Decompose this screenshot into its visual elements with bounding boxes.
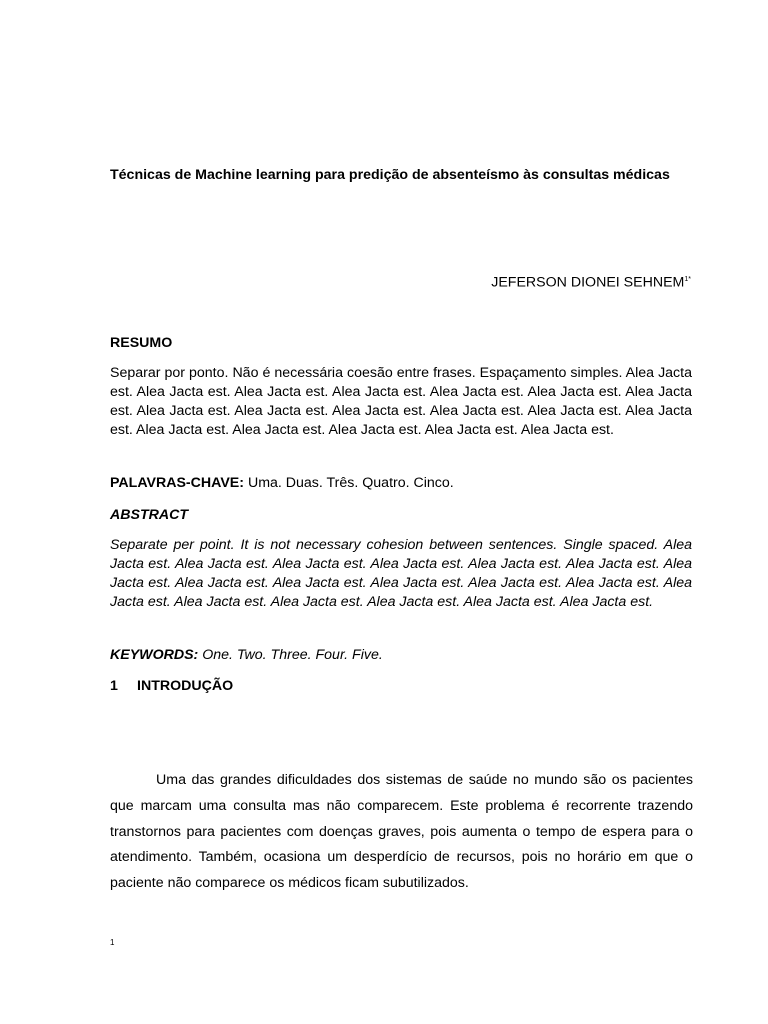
section-title: INTRODUÇÃO [137,678,234,694]
footnote-marker: 1 [110,938,115,947]
palavras-chave-value: Uma. Duas. Três. Quatro. Cinco. [244,475,454,491]
introduction-paragraph: Uma das grandes dificuldades dos sistemas de saúde no mundo são os pacientes que marcam uma consulta mas não comparecem. Este problema é recorrente trazendo transtornos para pacientes com doenças graves, pois aumenta o tempo de espera para o atendimento. Também, ocasiona um desperdício de recursos, pois no horário em que o paciente não comparece os médicos ficam subutilizados. [110,772,693,892]
keywords-line [110,645,383,665]
resumo-heading: RESUMO [110,335,173,351]
abstract-text: Separate per point. It is not necessary cohesion between sentences. Single spaced. Alea Jacta est. Alea Jacta est. Alea Jacta est. Alea Jacta est. Alea Jacta est. Alea Jacta est. Alea Jacta est. Alea Jacta est. Alea Jacta est. Alea Jacta est. Alea Jacta est. Alea Jacta est. Alea Jacta est. Alea Jacta est. Alea Jacta est. Alea Jacta est. Alea Jacta est. Alea Jacta est. [110,537,692,610]
keywords-label: KEYWORDS: [110,647,199,663]
abstract-heading: ABSTRACT [110,507,189,523]
palavras-chave-label: PALAVRAS-CHAVE: [110,475,244,491]
author-footnote-mark: 1* [684,276,691,283]
paper-title: Técnicas de Machine learning para predição de absenteísmo às consultas médicas [110,167,670,183]
author-name: JEFERSON DIONEI SEHNEM [491,274,685,291]
resumo-text: Separar por ponto. Não é necessária coesão entre frases. Espaçamento simples. Alea Jacta est. Alea Jacta est. Alea Jacta est. Alea Jacta est. Alea Jacta est. Alea Jacta est. Alea Jacta est. Alea Jacta est. Alea Jacta est. Alea Jacta est. Alea Jacta est. Alea Jacta est. Alea Jacta est. Alea Jacta est. Alea Jacta est. Alea Jacta est. Alea Jacta est. Alea Jacta est. [110,365,692,438]
palavras-chave-line [110,473,454,493]
keywords-value: One. Two. Three. Four. Five. [198,647,383,663]
section-number: 1 [110,678,118,694]
author-line [491,270,691,293]
